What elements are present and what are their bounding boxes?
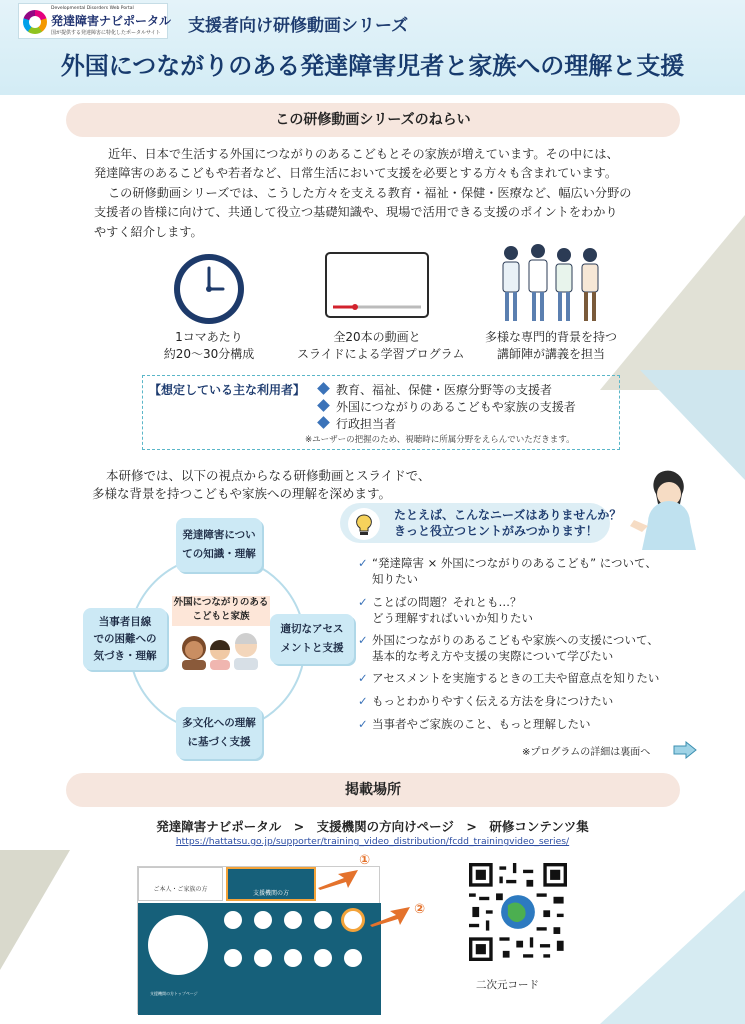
portal-top-page-button[interactable] [148,915,208,975]
decor-triangle-left [0,850,70,970]
qr-code-label: 二次元コード [476,979,539,991]
target-user-item: 行政担当者 [319,415,396,432]
check-icon: ✓ [358,717,368,731]
program-note: ※プログラムの詳細は裏面へ [522,747,651,758]
feature-caption-2: 全20本の動画と スライドによる学習プログラム [297,330,465,361]
check-icon: ✓ [358,694,368,708]
target-users-note: ※ユーザーの把握のため、視聴時に所属分野をえらんでいただきます。 [305,435,575,445]
center-label: 外国につながりのある こどもと家族 [172,596,270,626]
check-icon: ✓ [358,595,368,609]
logo-subtitle: 国が提供する発達障害に特化したポータルサイト [51,30,161,36]
navigation-path: 発達障害ナビポータル > 支援機関の方向けページ > 研修コンテンツ集 [156,819,589,834]
decor-triangle-right-2 [640,370,745,480]
portal-top-page-label: 支援機関の方トップページ [150,991,198,996]
page-header [0,0,745,95]
portal-menu-icon[interactable] [314,949,332,967]
portal-menu-icon[interactable] [224,911,242,929]
lightbulb-icon [347,507,381,541]
feature-caption-1: 1コマあたり 約20～30分構成 [163,330,255,361]
target-users-label: 【想定している主な利用者】 [149,383,306,397]
portal-menu-icon[interactable] [254,949,272,967]
diamond-bullet-icon [317,416,330,429]
portal-menu-icon[interactable] [254,911,272,929]
portal-menu-icon[interactable] [284,911,302,929]
target-user-item: 教育、福祉、保健・医療分野等の支援者 [319,381,552,398]
need-item: ✓ 当事者やご家族のこと、もっと理解したい [358,717,591,731]
portal-menu-icon[interactable] [224,949,242,967]
perspective-intro-1: 本研修では、以下の視点からなる研修動画とスライドで、 [106,468,431,483]
step-2-marker: ② [414,902,426,917]
need-item: ✓ もっとわかりやすく伝える方法を身につけたい [358,694,614,708]
diamond-bullet-icon [317,399,330,412]
step-1-marker: ① [359,853,371,868]
perspective-intro-2: 多様な背景を持つこどもや家族への理解を深めます。 [92,486,392,501]
pointer-arrow-1-icon [314,866,360,890]
node-user-perspective: 当事者目線 での困難への 気づき・理解 [83,608,167,670]
need-item: ✓ ことばの問題？それとも…？ どう理解すればいいか知りたい [358,595,533,625]
aim-line-3: この研修動画シリーズでは、こうした方々を支える教育・福祉・保健・医療など、幅広い分野の [108,186,632,200]
target-users-box [142,375,620,450]
portal-menu-icon[interactable] [344,949,362,967]
aim-line-4: 支援者の皆様に向けて、共通して役立つ基礎知識や、現場で活用できる支援のポイントをわかり [94,205,618,219]
aim-heading: この研修動画シリーズのねらい [66,103,680,137]
clock-icon [170,250,248,328]
video-player-icon [325,252,429,318]
portal-tab-support-org[interactable]: 支援機関の方 [226,867,316,901]
aim-line-1: 近年、日本で生活する外国につながりのあるこどもとその家族が増えています。その中には、 [108,147,619,161]
logo-english: Developmental Disorders Web Portal [51,6,134,11]
hint-text: たとえば、こんなニーズはありませんか？ きっと役立つヒントがみつかります！ [394,508,622,538]
need-item: ✓ “発達障害 × 外国につながりのあるこども” について、 知りたい [358,556,657,586]
diamond-bullet-icon [317,382,330,395]
location-heading: 掲載場所 [66,773,680,807]
decor-triangle-bottom [600,890,745,1024]
portal-url-link[interactable]: https://hattatsu.go.jp/supporter/training_video_distribution/fcdd_trainingvideo_series/ [175,836,570,847]
pointer-arrow-2-icon [368,905,412,929]
lecturers-icon [496,243,606,325]
decor-triangle-right [600,215,745,390]
portal-tab-family[interactable]: ご本人・ご家族の方 [138,867,223,901]
feature-caption-3: 多様な専門的背景を持つ 講師陣が講義を担当 [484,330,617,361]
check-icon: ✓ [358,633,368,647]
aim-line-2: 発達障害のあるこどもや若者など、日常生活において支援を必要とする方々も含まれています。 [94,166,618,180]
training-contents-icon[interactable] [344,911,362,929]
check-icon: ✓ [358,671,368,685]
need-item: ✓ 外国につながりのあるこどもや家族への支援について、 基本的な考え方や支援の実際について学びたい [358,633,659,663]
portal-menu-icon[interactable] [284,949,302,967]
node-multicultural: 多文化への理解 に基づく支援 [176,707,262,759]
aim-line-5: やすく紹介します。 [94,225,203,239]
portal-body [138,903,381,1015]
portal-logo[interactable] [18,3,172,39]
family-illustration-icon [178,628,266,670]
portal-logo-icon [23,10,47,34]
qr-code-icon[interactable] [469,863,567,961]
presenter-illustration-icon [628,468,706,550]
target-user-item: 外国につながりのあるこどもや家族の支援者 [319,398,576,415]
page-title: 外国につながりのある発達障害児者と家族への理解と支援 [60,52,685,80]
series-title: 支援者向け研修動画シリーズ [188,16,409,36]
portal-menu-icon[interactable] [314,911,332,929]
logo-japanese: 発達障害ナビポータル [51,14,172,28]
arrow-right-icon[interactable] [673,741,697,759]
node-assessment: 適切なアセス メントと支援 [270,614,354,664]
check-icon: ✓ [358,556,368,570]
node-knowledge: 発達障害につい ての知識・理解 [176,518,262,572]
need-item: ✓ アセスメントを実施するときの工夫や留意点を知りたい [358,671,660,685]
